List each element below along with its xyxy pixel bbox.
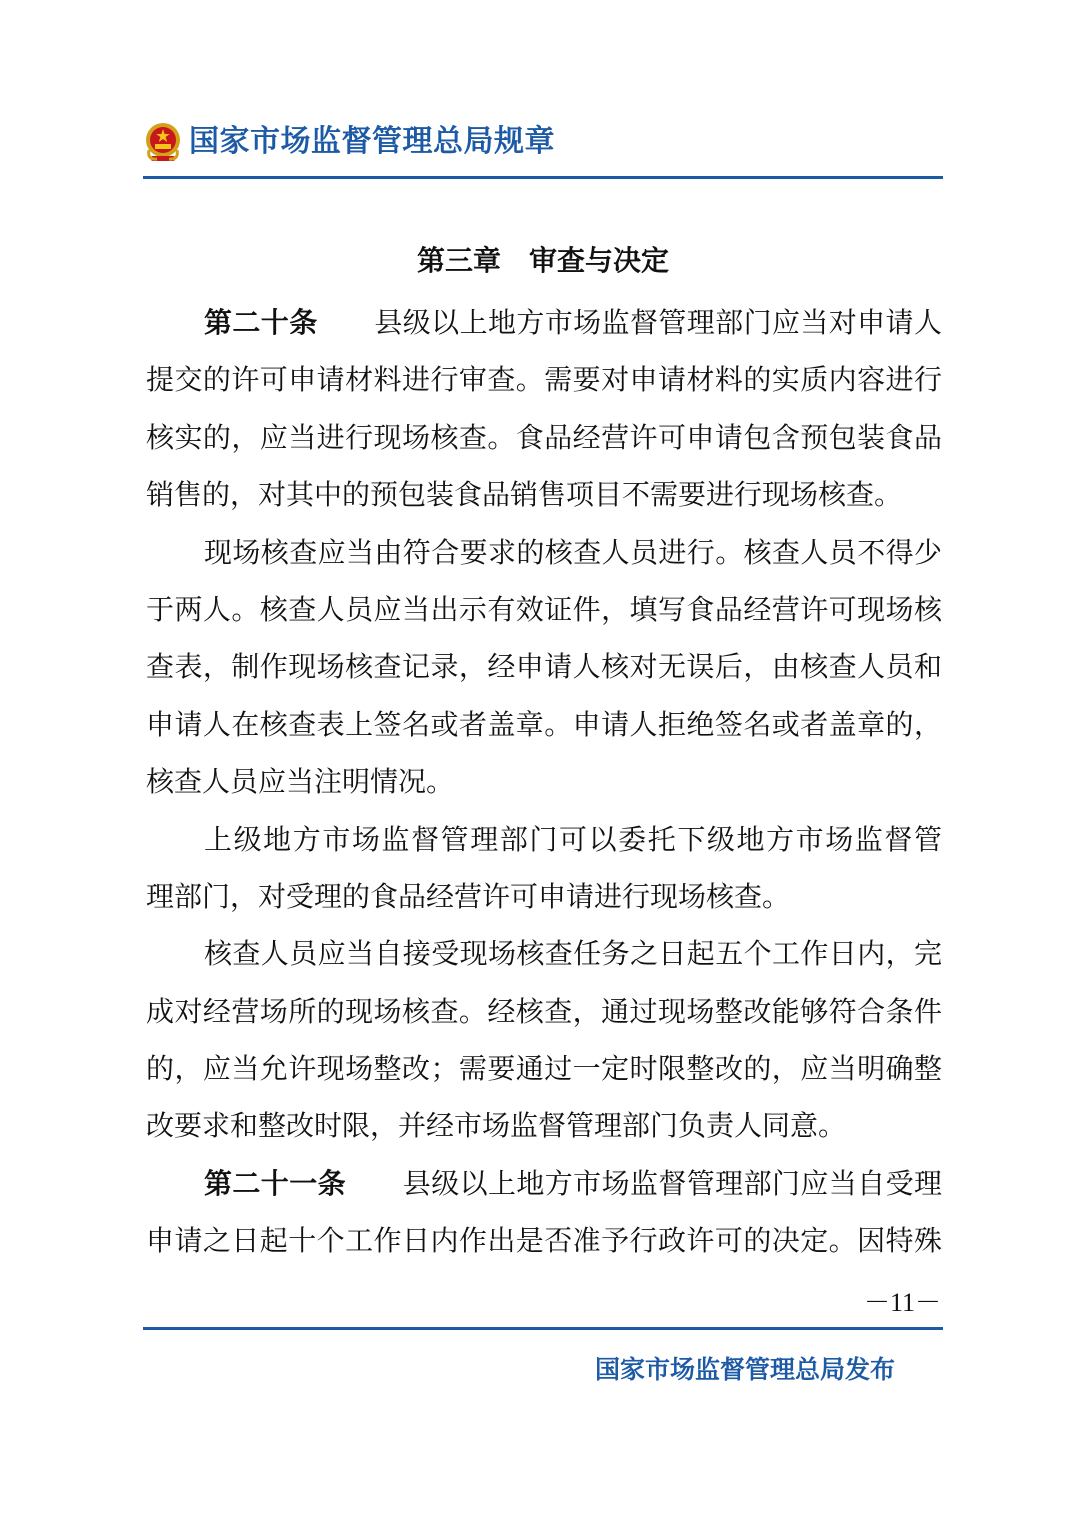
text-line: 理部门，对受理的食品经营许可申请进行现场核查。 (146, 879, 791, 913)
text-line: 改要求和整改时限，并经市场监督管理部门负责人同意。 (146, 1109, 847, 1143)
text-line: 申请人在核查表上签名或者盖章。申请人拒绝签名或者盖章的， (146, 707, 942, 741)
header-divider (143, 176, 943, 179)
text-line (146, 294, 942, 351)
text-line (146, 1155, 942, 1212)
text-line: 核查人员应当自接受现场核查任务之日起五个工作日内，完 (204, 937, 942, 971)
line-text: 县级以上地方市场监督管理部门应当对申请人 (374, 306, 942, 339)
text-line: 核查人员应当注明情况。 (146, 765, 455, 799)
text-line: 现场核查应当由符合要求的核查人员进行。核查人员不得少 (204, 535, 942, 569)
text-line: 查表，制作现场核查记录，经申请人核对无误后，由核查人员和 (146, 650, 942, 684)
text-line: 成对经营场所的现场核查。经核查，通过现场整改能够符合条件 (146, 994, 942, 1028)
text-line: 销售的，对其中的预包装食品销售项目不需要进行现场核查。 (146, 478, 903, 512)
text-line: 核实的，应当进行现场核查。食品经营许可申请包含预包装食品 (146, 420, 942, 454)
article-label: 第二十条 (204, 306, 318, 339)
national-emblem-icon (143, 120, 183, 164)
line-text: 县级以上地方市场监督管理部门应当自受理 (402, 1166, 942, 1200)
article-label: 第二十一条 (204, 1166, 346, 1200)
text-line: 申请之日起十个工作日内作出是否准予行政许可的决定。因特殊 (146, 1224, 942, 1258)
page-number: －11－ (863, 1288, 941, 1317)
text-line: 上级地方市场监督管理部门可以委托下级地方市场监督管 (204, 822, 942, 856)
chapter-title: 第三章 审查与决定 (416, 244, 669, 277)
header-title: 国家市场监督管理总局规章 (189, 124, 555, 159)
text-line: 的，应当允许现场整改；需要通过一定时限整改的，应当明确整 (146, 1052, 942, 1086)
document-body (146, 294, 942, 1270)
text-line: 提交的许可申请材料进行审查。需要对申请材料的实质内容进行 (146, 363, 942, 397)
text-line: 于两人。核查人员应当出示有效证件，填写食品经营许可现场核 (146, 592, 942, 626)
footer-divider (143, 1327, 943, 1330)
footer-publisher: 国家市场监督管理总局发布 (595, 1355, 896, 1384)
page-header (143, 118, 943, 170)
